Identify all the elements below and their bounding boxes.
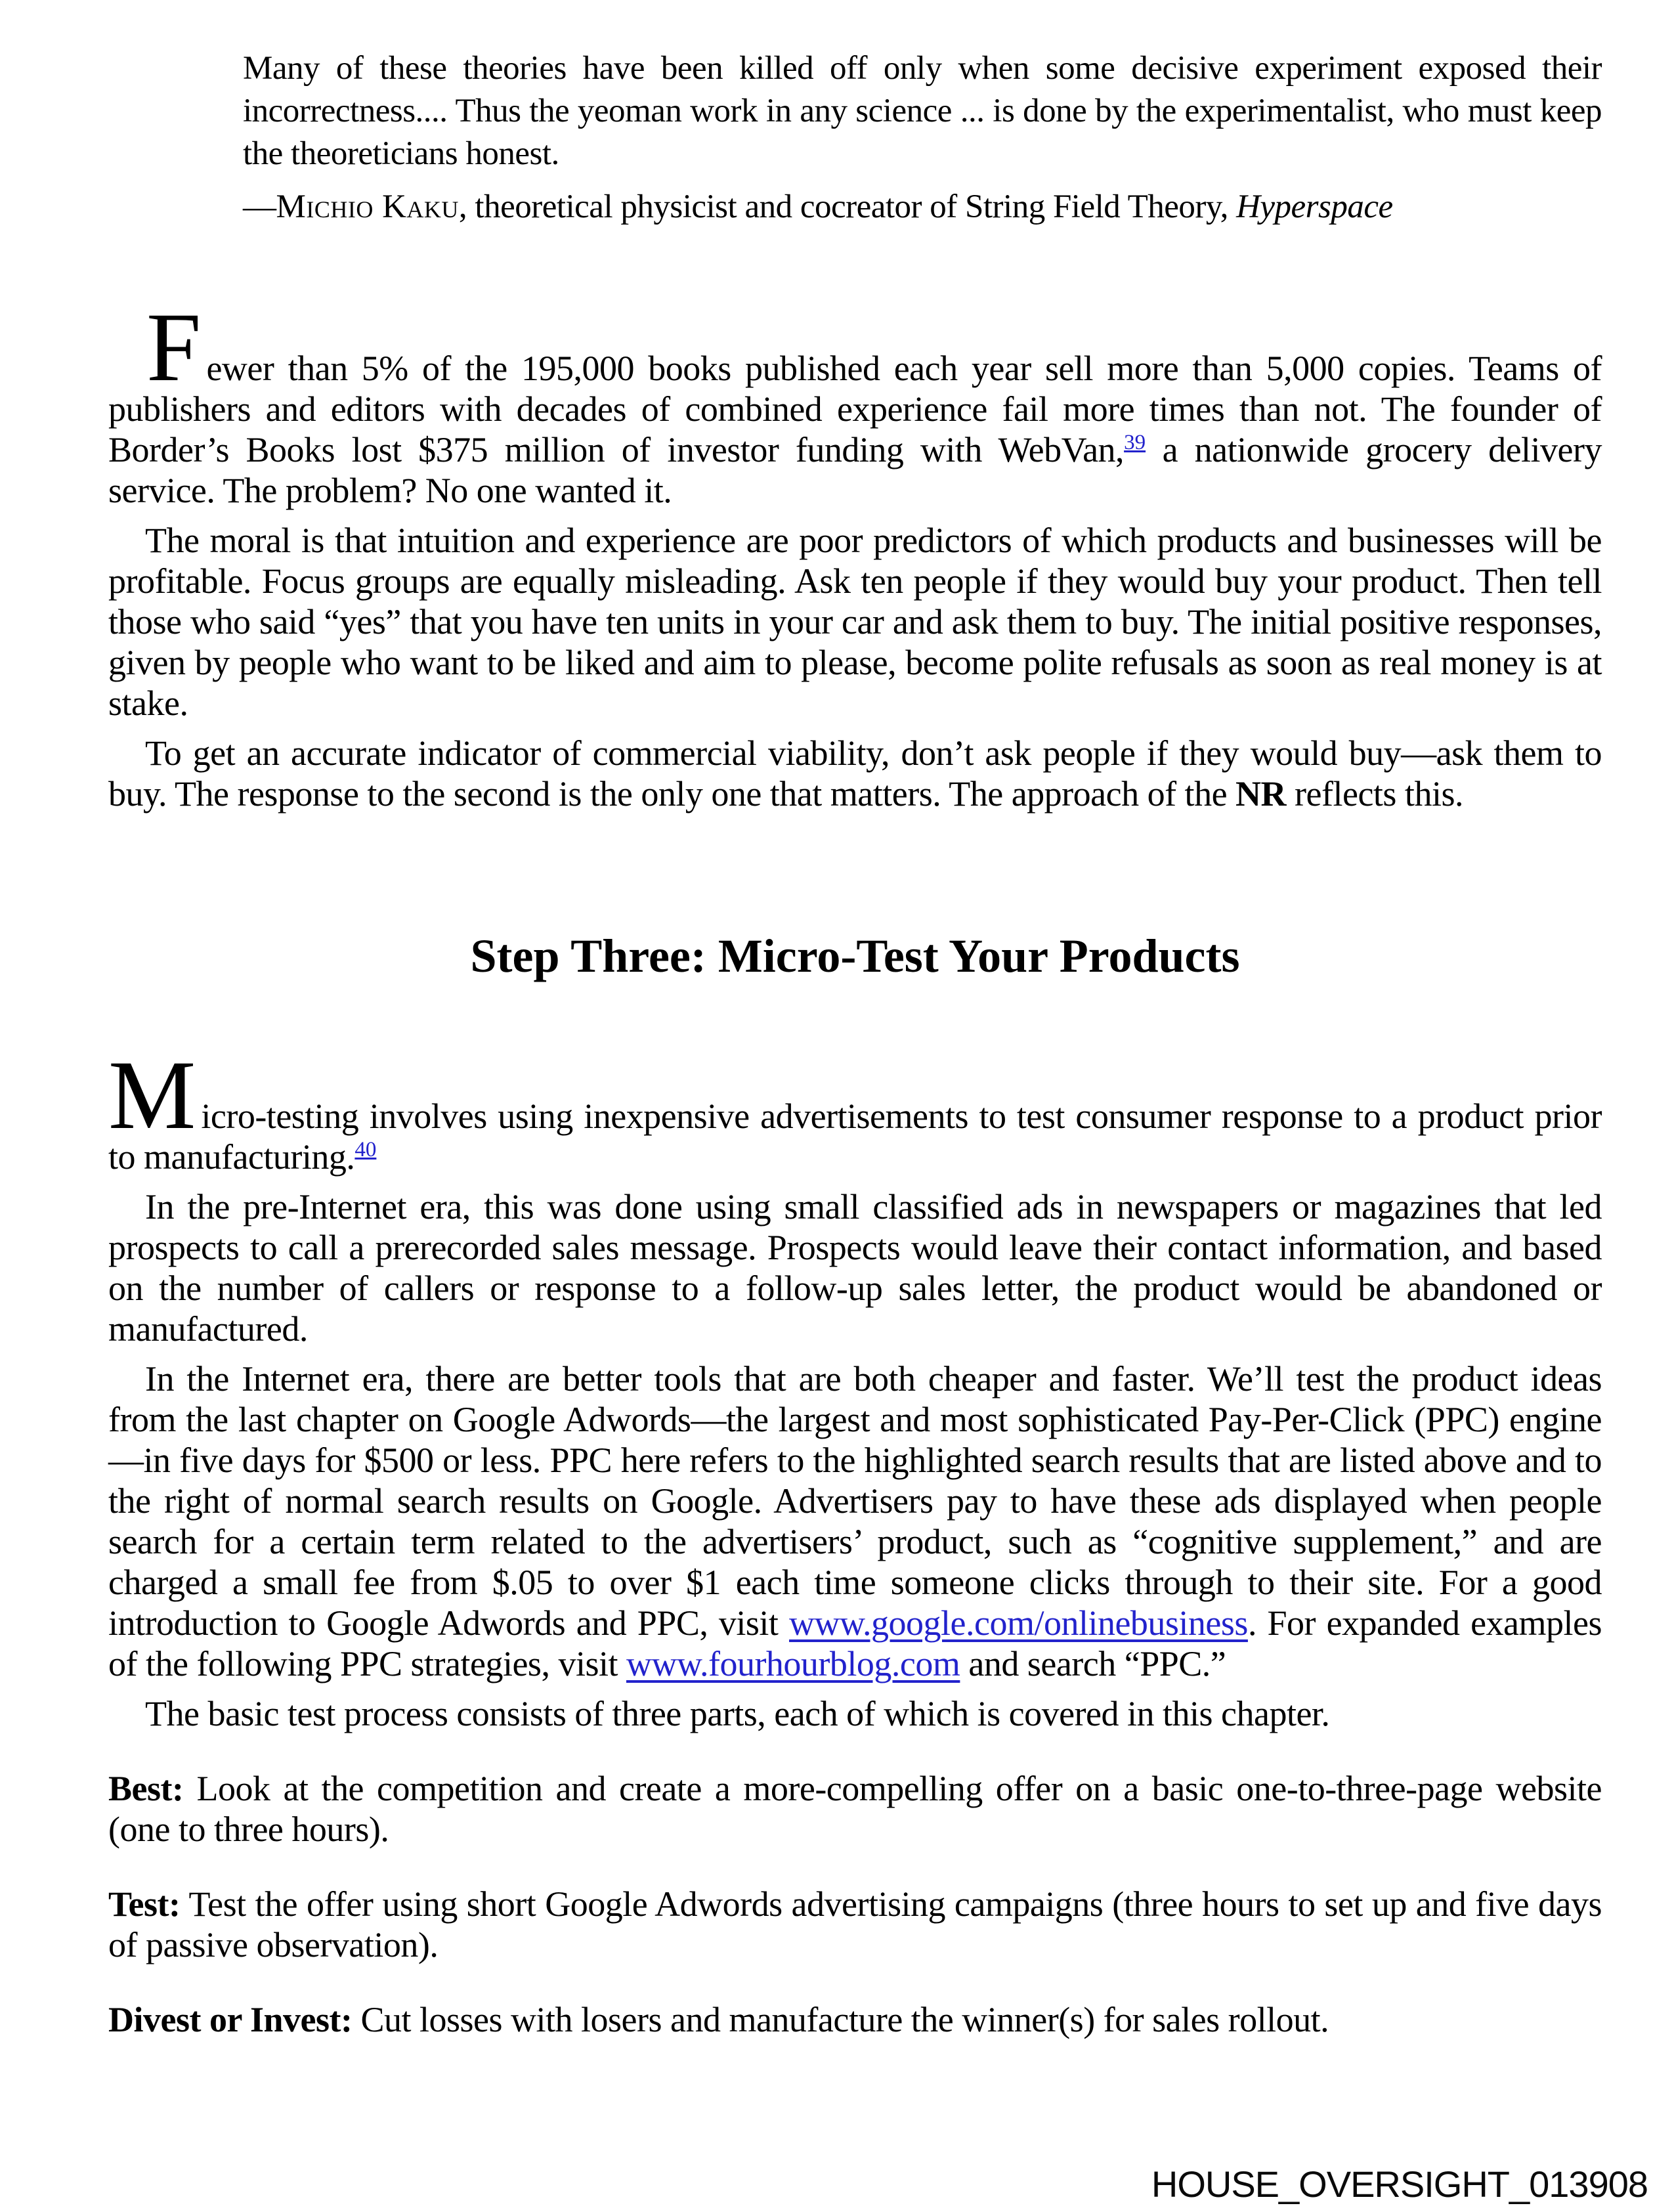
google-onlinebusiness-link[interactable]: www.google.com/onlinebusiness [789,1603,1248,1643]
footnote-40-link[interactable]: 40 [354,1138,377,1161]
paragraph-the-moral: The moral is that intuition and experience are poor predictors of which products and businesses will be profitable. Focus groups are equally misleading. Ask ten people if they would buy your product. Then tell those who said “yes” that you have ten units in your car and ask them to buy. The initial positive responses, given by people who want to be liked and aim to please, become polite refusals as soon as real money is at stake. [108,521,1602,723]
attribution-dash: — [243,188,276,225]
epigraph [243,47,1602,228]
attribution-book-title: Hyperspace [1236,188,1393,225]
item-test-text: Test the offer using short Google Adwords advertising campaigns (three hours to set up and five days of passive observation). [108,1884,1602,1964]
item-best-text: Look at the competition and create a more-compelling offer on a basic one-to-three-page website (one to three hours). [108,1769,1602,1849]
epigraph-attribution [243,186,1602,228]
list-item-divest-or-invest [108,1999,1602,2040]
fourhourblog-link[interactable]: www.fourhourblog.com [626,1644,960,1683]
item-best-label: Best: [108,1769,184,1808]
paragraph-micro-testing [108,1041,1602,1177]
nr-abbreviation: NR [1235,774,1287,813]
paragraph-fewer-than-5-percent [108,293,1602,511]
paragraph-pre-internet-era: In the pre-Internet era, this was done using small classified ads in newspapers or magazines that led prospects to call a prerecorded sales message. Prospects would leave their contact information, and based on the number of callers or response to a follow-up sales letter, the product would be abandoned or manufactured. [108,1187,1602,1349]
attribution-author: Michio Kaku [276,188,459,225]
attribution-role: , theoretical physicist and cocreator of String Field Theory, [458,188,1237,225]
item-divest-text: Cut losses with losers and manufacture the winner(s) for sales rollout. [352,2000,1329,2039]
list-item-best [108,1768,1602,1850]
paragraph-basic-test-process: The basic test process consists of three parts, each of which is covered in this chapter. [145,1694,1330,1733]
list-item-test [108,1884,1602,1965]
paragraph-accurate-indicator [108,733,1602,814]
paragraph-internet-era [108,1358,1602,1684]
section-heading-step-three: Step Three: Micro-Test Your Products [470,930,1240,982]
paragraph-text: ewer than 5% of the 195,000 books published each year sell more than 5,000 copies. Teams of publishers and editors with decades of combined experience fail more times than not. The founder of Border’s Books lost $375 million of investor funding with WebVan, [108,349,1602,469]
paragraph-text: and search “PPC.” [960,1644,1226,1683]
item-test-label: Test: [108,1884,181,1924]
drop-cap-m: M [108,1041,196,1150]
epigraph-quote: Many of these theories have been killed off only when some decisive experiment exposed their incorrectness.... Thus the yeoman work in any science ... is done by the experimentalist, who must keep the theoreticians honest. [243,50,1602,172]
paragraph-text: icro-testing involves using inexpensive advertisements to test consumer response to a product prior to manufacturing. [108,1096,1602,1177]
item-divest-label: Divest or Invest: [108,2000,353,2039]
paragraph-text: reflects this. [1286,774,1463,813]
paragraph-text: . For expanded examples of the following PPC strategies, visit [108,1603,1602,1683]
bates-stamp: HOUSE_OVERSIGHT_013908 [1151,2163,1648,2205]
drop-cap-f: F [146,293,202,402]
paragraph-text: In the Internet era, there are better tools that are both cheaper and faster. We’ll test the product ideas from the last chapter on Google Adwords—the largest and most sophisticated Pay-Per-Click (PPC) engine—in five days for $500 or less. PPC here refers to the highlighted search results that are listed above and to the right of normal search results on Google. Advertisers pay to have these ads displayed when people search for a certain term related to the advertisers’ product, such as “cognitive supplement,” and are charged a small fee from $.05 to over $1 each time someone clicks through to their site. For a good introduction to Google Adwords and PPC, visit [108,1359,1602,1643]
paragraph-text: To get an accurate indicator of commercial viability, don’t ask people if they would buy—ask them to buy. The response to the second is the only one that matters. The approach of the [108,733,1602,813]
paragraph-text: a nationwide grocery delivery service. The problem? No one wanted it. [108,430,1602,510]
footnote-39-link[interactable]: 39 [1124,431,1146,454]
